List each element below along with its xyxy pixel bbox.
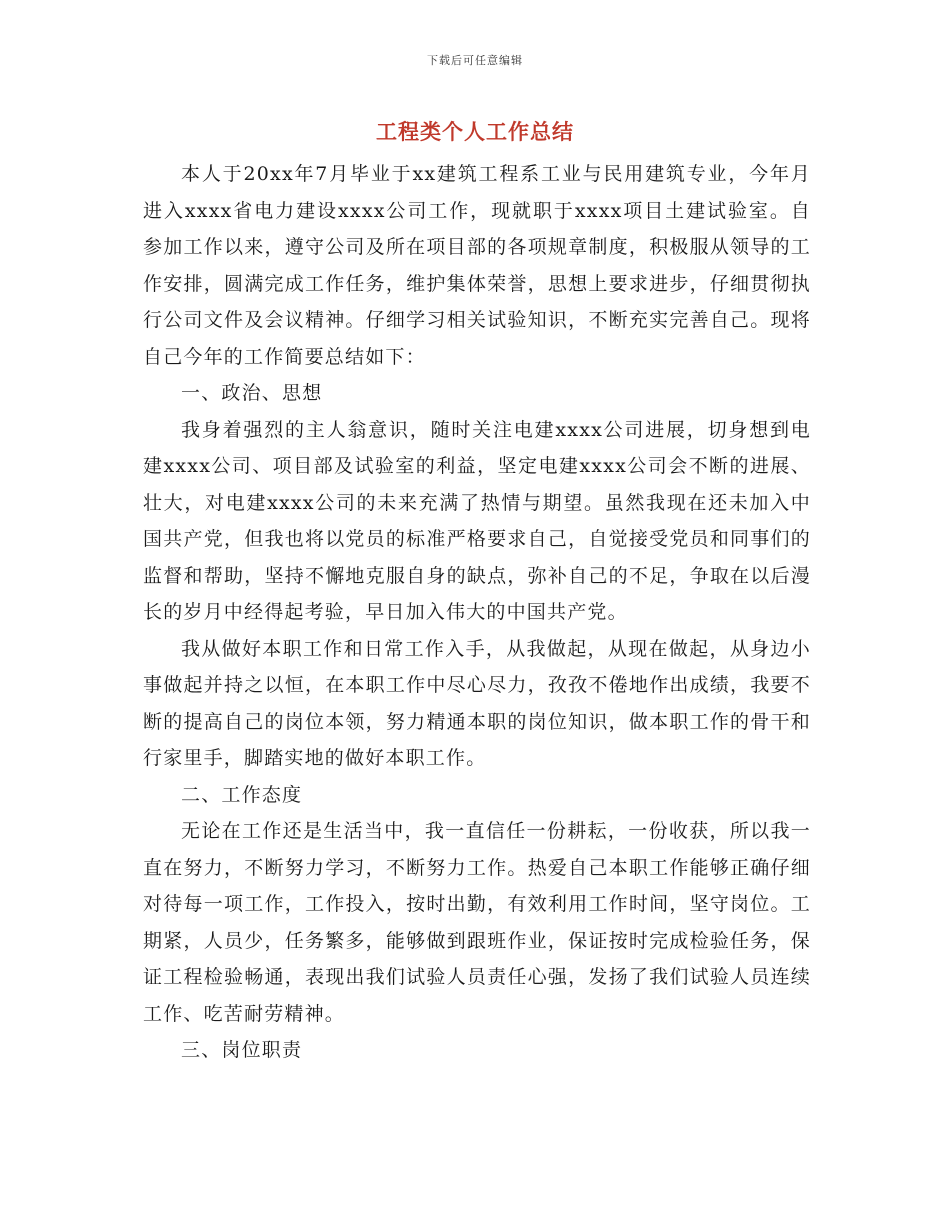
paragraph-politics: 我身着强烈的主人翁意识，随时关注电建xxxx公司进展，切身想到电建xxxx公司、项目部及试验室的利益，坚定电建xxxx公司会不断的进展、壮大，对电建xxxx公司的未来充满了热情与期望。虽然我现在还未加入中国共产党，但我也将以党员的标准严格要求自己，自觉接受党员和同事们的监督和帮助，坚持不懈地克服自身的缺点，弥补自己的不足，争取在以后漫长的岁月中经得起考验，早日加入伟大的中国共产党。 (143, 418, 811, 623)
document-body (143, 156, 811, 1069)
document-title: 工程类个人工作总结 (376, 119, 574, 144)
header-note: 下载后可任意编辑 (427, 54, 523, 67)
section-heading-attitude: 二、工作态度 (181, 783, 303, 806)
paragraph-attitude: 无论在工作还是生活当中，我一直信任一份耕耘，一份收获，所以我一直在努力，不断努力学习，不断努力工作。热爱自己本职工作能够正确仔细对待每一项工作，工作投入，按时出勤，有效利用工作时间，坚守岗位。工期紧，人员少，任务繁多，能够做到跟班作业，保证按时完成检验任务，保证工程检验畅通，表现出我们试验人员责任心强，发扬了我们试验人员连续工作、吃苦耐劳精神。 (143, 820, 811, 1025)
section-heading-politics: 一、政治、思想 (181, 382, 323, 404)
paragraph-duty: 我从做好本职工作和日常工作入手，从我做起，从现在做起，从身边小事做起并持之以恒，在本职工作中尽心尽力，孜孜不倦地作出成绩，我要不断的提高自己的岗位本领，努力精通本职的岗位知识，做本职工作的骨干和行家里手，脚踏实地的做好本职工作。 (143, 637, 811, 769)
section-heading-responsibilities: 三、岗位职责 (181, 1039, 303, 1061)
paragraph-intro: 本人于20xx年7月毕业于xx建筑工程系工业与民用建筑专业，今年月进入xxxx省电力建设xxxx公司工作，现就职于xxxx项目土建试验室。自参加工作以来，遵守公司及所在项目部的各项规章制度，积极服从领导的工作安排，圆满完成工作任务，维护集体荣誉，思想上要求进步，仔细贯彻执行公司文件及会议精神。仔细学习相关试验知识，不断充实完善自己。现将自己今年的工作简要总结如下： (143, 163, 811, 368)
